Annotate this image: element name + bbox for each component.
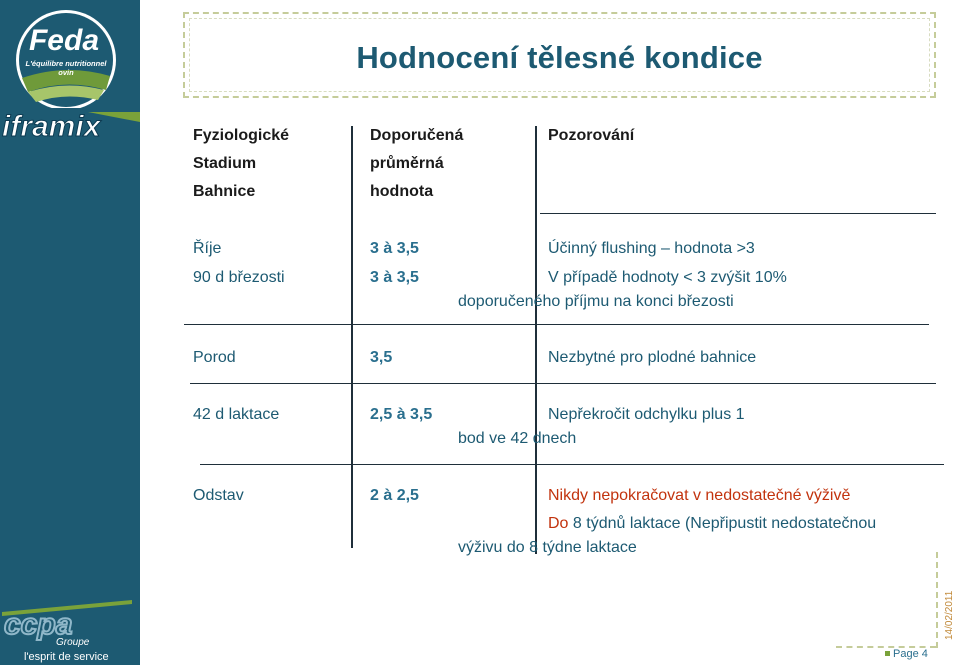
table-row-5-observation-2-text: 8 týdnů laktace (Nepřipustit nedostatečnou (568, 515, 877, 532)
page-number (885, 648, 928, 660)
feda-tagline-1: L'équilibre nutritionnel (25, 59, 107, 68)
title-box (183, 12, 936, 98)
table-row-3-stage: Porod (193, 349, 236, 366)
iframix-logo (0, 108, 140, 142)
header-stage-line-3: Bahnice (193, 183, 256, 200)
feda-tagline-2: ovin (58, 68, 74, 77)
bullet-icon (885, 651, 890, 656)
table-row-2-value: 3 à 3,5 (370, 269, 419, 286)
table-row-3-value: 3,5 (370, 349, 393, 366)
table-row-3-observation: Nezbytné pro plodné bahnice (548, 349, 757, 366)
table-row-4-value: 2,5 à 3,5 (370, 406, 433, 423)
table-divider-1 (351, 126, 353, 548)
table-row-5-observation-2 (548, 513, 876, 535)
table-row-1-observation: Účinný flushing – hodnota >3 (548, 240, 755, 257)
ccpa-logo (0, 598, 140, 665)
feda-logo-text: Feda (28, 24, 100, 57)
header-value (370, 122, 463, 206)
header-stage-line-1: Fyziologické (193, 127, 290, 144)
row-rule-2 (190, 383, 936, 384)
page-number-label: Page 4 (893, 648, 928, 660)
header-value-line-3: hodnota (370, 183, 434, 200)
table-row-5-stage: Odstav (193, 487, 244, 504)
ccpa-logo-text: ccpa (4, 608, 73, 641)
table-row-5-observation: Nikdy nepokračovat v nedostatečné výživě (548, 487, 851, 504)
header-stage-line-2: Stadium (193, 155, 257, 172)
table-row-5-value: 2 à 2,5 (370, 487, 419, 504)
row-rule-1 (184, 324, 929, 325)
table-row-2-stage: 90 d březosti (193, 269, 285, 286)
table-row-4-stage: 42 d laktace (193, 406, 280, 423)
header-value-line-1: Doporučená (370, 127, 464, 144)
header-value-line-2: průměrná (370, 155, 444, 172)
footer-date: 14/02/2011 (944, 590, 955, 640)
table-row-1-value: 3 à 3,5 (370, 240, 419, 257)
header-stage (193, 122, 289, 206)
ccpa-slogan-text: l'esprit de service (24, 651, 109, 663)
page-title: Hodnocení tělesné kondice (356, 40, 763, 75)
table-row-4-observation-cont: bod ve 42 dnech (458, 430, 577, 447)
header-observation: Pozorování (548, 127, 635, 144)
table-divider-2 (535, 126, 537, 554)
table-row-2-observation-cont: doporučeného příjmu na konci březosti (458, 293, 734, 310)
table-row-5-observation-cont: výživu do 8 týdne laktace (458, 539, 637, 556)
table-row-4-observation: Nepřekročit odchylku plus 1 (548, 406, 745, 423)
table-row-1-stage: Říje (193, 240, 222, 257)
row-rule-3 (200, 464, 944, 465)
header-rule (540, 213, 936, 214)
feda-logo (14, 8, 118, 112)
table-row-5-observation-2-prefix: Do (548, 515, 569, 532)
ccpa-groupe-text: Groupe (56, 637, 90, 648)
iframix-logo-text: iframix (2, 110, 101, 142)
table-row-2-observation: V případě hodnoty < 3 zvýšit 10% (548, 269, 787, 286)
footer-vertical-dash (936, 552, 938, 648)
